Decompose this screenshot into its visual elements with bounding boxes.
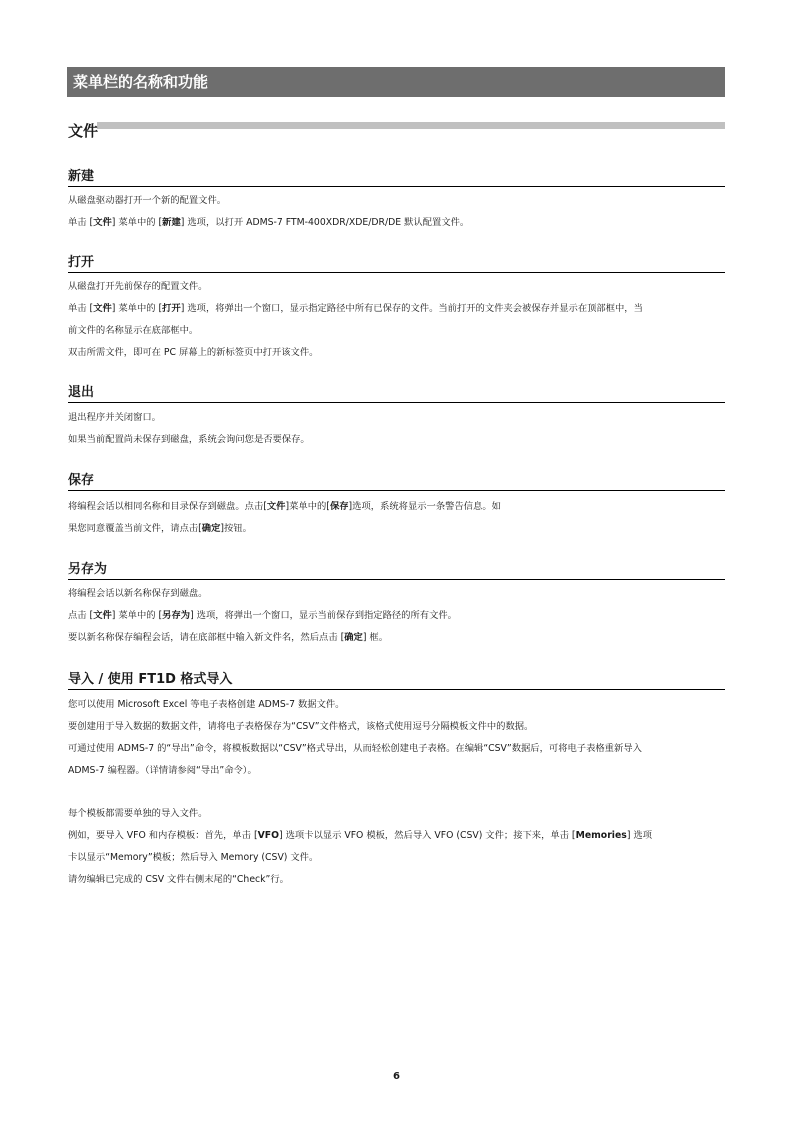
text-line: 将编程会话以新名称保存到磁盘。 [68,588,208,599]
text-line: 点击 [文件] 菜单中的 [另存为] 选项，将弹出一个窗口，显示当前保存到指定路径的所有文件。 [68,610,457,621]
text-line: 如果当前配置尚未保存到磁盘，系统会询问您是否要保存。 [68,434,310,445]
section-body-import [68,694,728,782]
menu-ref: 文件 [93,303,112,314]
section-body-saveas [68,583,728,649]
text-line: 请勿编辑已完成的 CSV 文件右侧末尾的“Check”行。 [68,874,289,885]
text-line: 单击 [文件] 菜单中的 [打开] 选项，将弹出一个窗口，显示指定路径中所有已保存的文件。当前打开的文件夹会被保存并显示在顶部框中，当 [68,303,643,314]
section-body-open [68,276,728,364]
text-line: 前文件的名称显示在底部框中。 [68,325,199,336]
option-ref: 保存 [329,501,349,512]
chapter-title-bar [97,122,725,129]
menu-ref: 文件 [93,217,112,228]
section-body-new [68,190,728,234]
text-line: 例如，要导入 VFO 和内存模板：首先，单击 [VFO] 选项卡以显示 VFO 模板，然后导入 VFO (CSV) 文件；接下来，单击 [Memories] 选项 [68,830,652,841]
button-ref: 确定 [344,632,363,643]
section-body-save [68,496,728,540]
section-heading-new: 新建 [68,168,725,187]
text-line: 果您同意覆盖当前文件，请点击[确定]按钮。 [68,523,252,534]
section-heading-save: 保存 [68,472,725,491]
chapter-banner: 菜单栏的名称和功能 [67,67,725,97]
chapter-title: 文件 [68,122,99,140]
text-line: 要以新名称保存编程会话，请在底部框中输入新文件名，然后点击 [确定] 框。 [68,632,388,643]
tab-ref: VFO [257,830,280,841]
section-heading-open: 打开 [68,254,725,273]
section-heading-import: 导入 / 使用 FT1D 格式导入 [68,671,725,690]
text-line: 卡以显示“Memory”模板；然后导入 Memory (CSV) 文件。 [68,852,319,863]
page-number: 6 [393,1071,400,1082]
section-heading-exit: 退出 [68,384,725,403]
menu-ref: 文件 [266,501,286,512]
button-ref: 确定 [201,523,221,534]
text-line: 退出程序并关闭窗口。 [68,412,161,423]
section-body-import-2 [68,803,728,891]
option-ref: 另存为 [162,610,191,621]
option-ref: 新建 [162,217,181,228]
text-line: 可通过使用 ADMS-7 的“导出”命令，将模板数据以“CSV”格式导出，从而轻松创建电子表格。在编辑“CSV”数据后，可将电子表格重新导入 [68,743,642,754]
text-line: 单击 [文件] 菜单中的 [新建] 选项，以打开 ADMS-7 FTM-400XDR/XDE/DR/DE 默认配置文件。 [68,217,470,228]
text-line: 要创建用于导入数据的数据文件，请将电子表格保存为“CSV”文件格式，该格式使用逗号分隔模板文件中的数据。 [68,721,534,732]
option-ref: 打开 [162,303,181,314]
section-body-exit [68,407,728,451]
tab-ref: Memories [575,830,627,841]
menu-ref: 文件 [93,610,112,621]
text-line: 每个模板都需要单独的导入文件。 [68,808,208,819]
text-line: 将编程会话以相同名称和目录保存到磁盘。点击[文件]菜单中的[保存]选项，系统将显示一条警告信息。如 [68,501,501,512]
text-line: 从磁盘驱动器打开一个新的配置文件。 [68,195,227,206]
text-line: 您可以使用 Microsoft Excel 等电子表格创建 ADMS-7 数据文件。 [68,699,345,710]
text-line: 双击所需文件，即可在 PC 屏幕上的新标签页中打开该文件。 [68,347,319,358]
section-heading-saveas: 另存为 [68,561,725,580]
text-line: ADMS-7 编程器。（详情请参阅“导出”命令）。 [68,765,257,776]
text-line: 从磁盘打开先前保存的配置文件。 [68,281,208,292]
